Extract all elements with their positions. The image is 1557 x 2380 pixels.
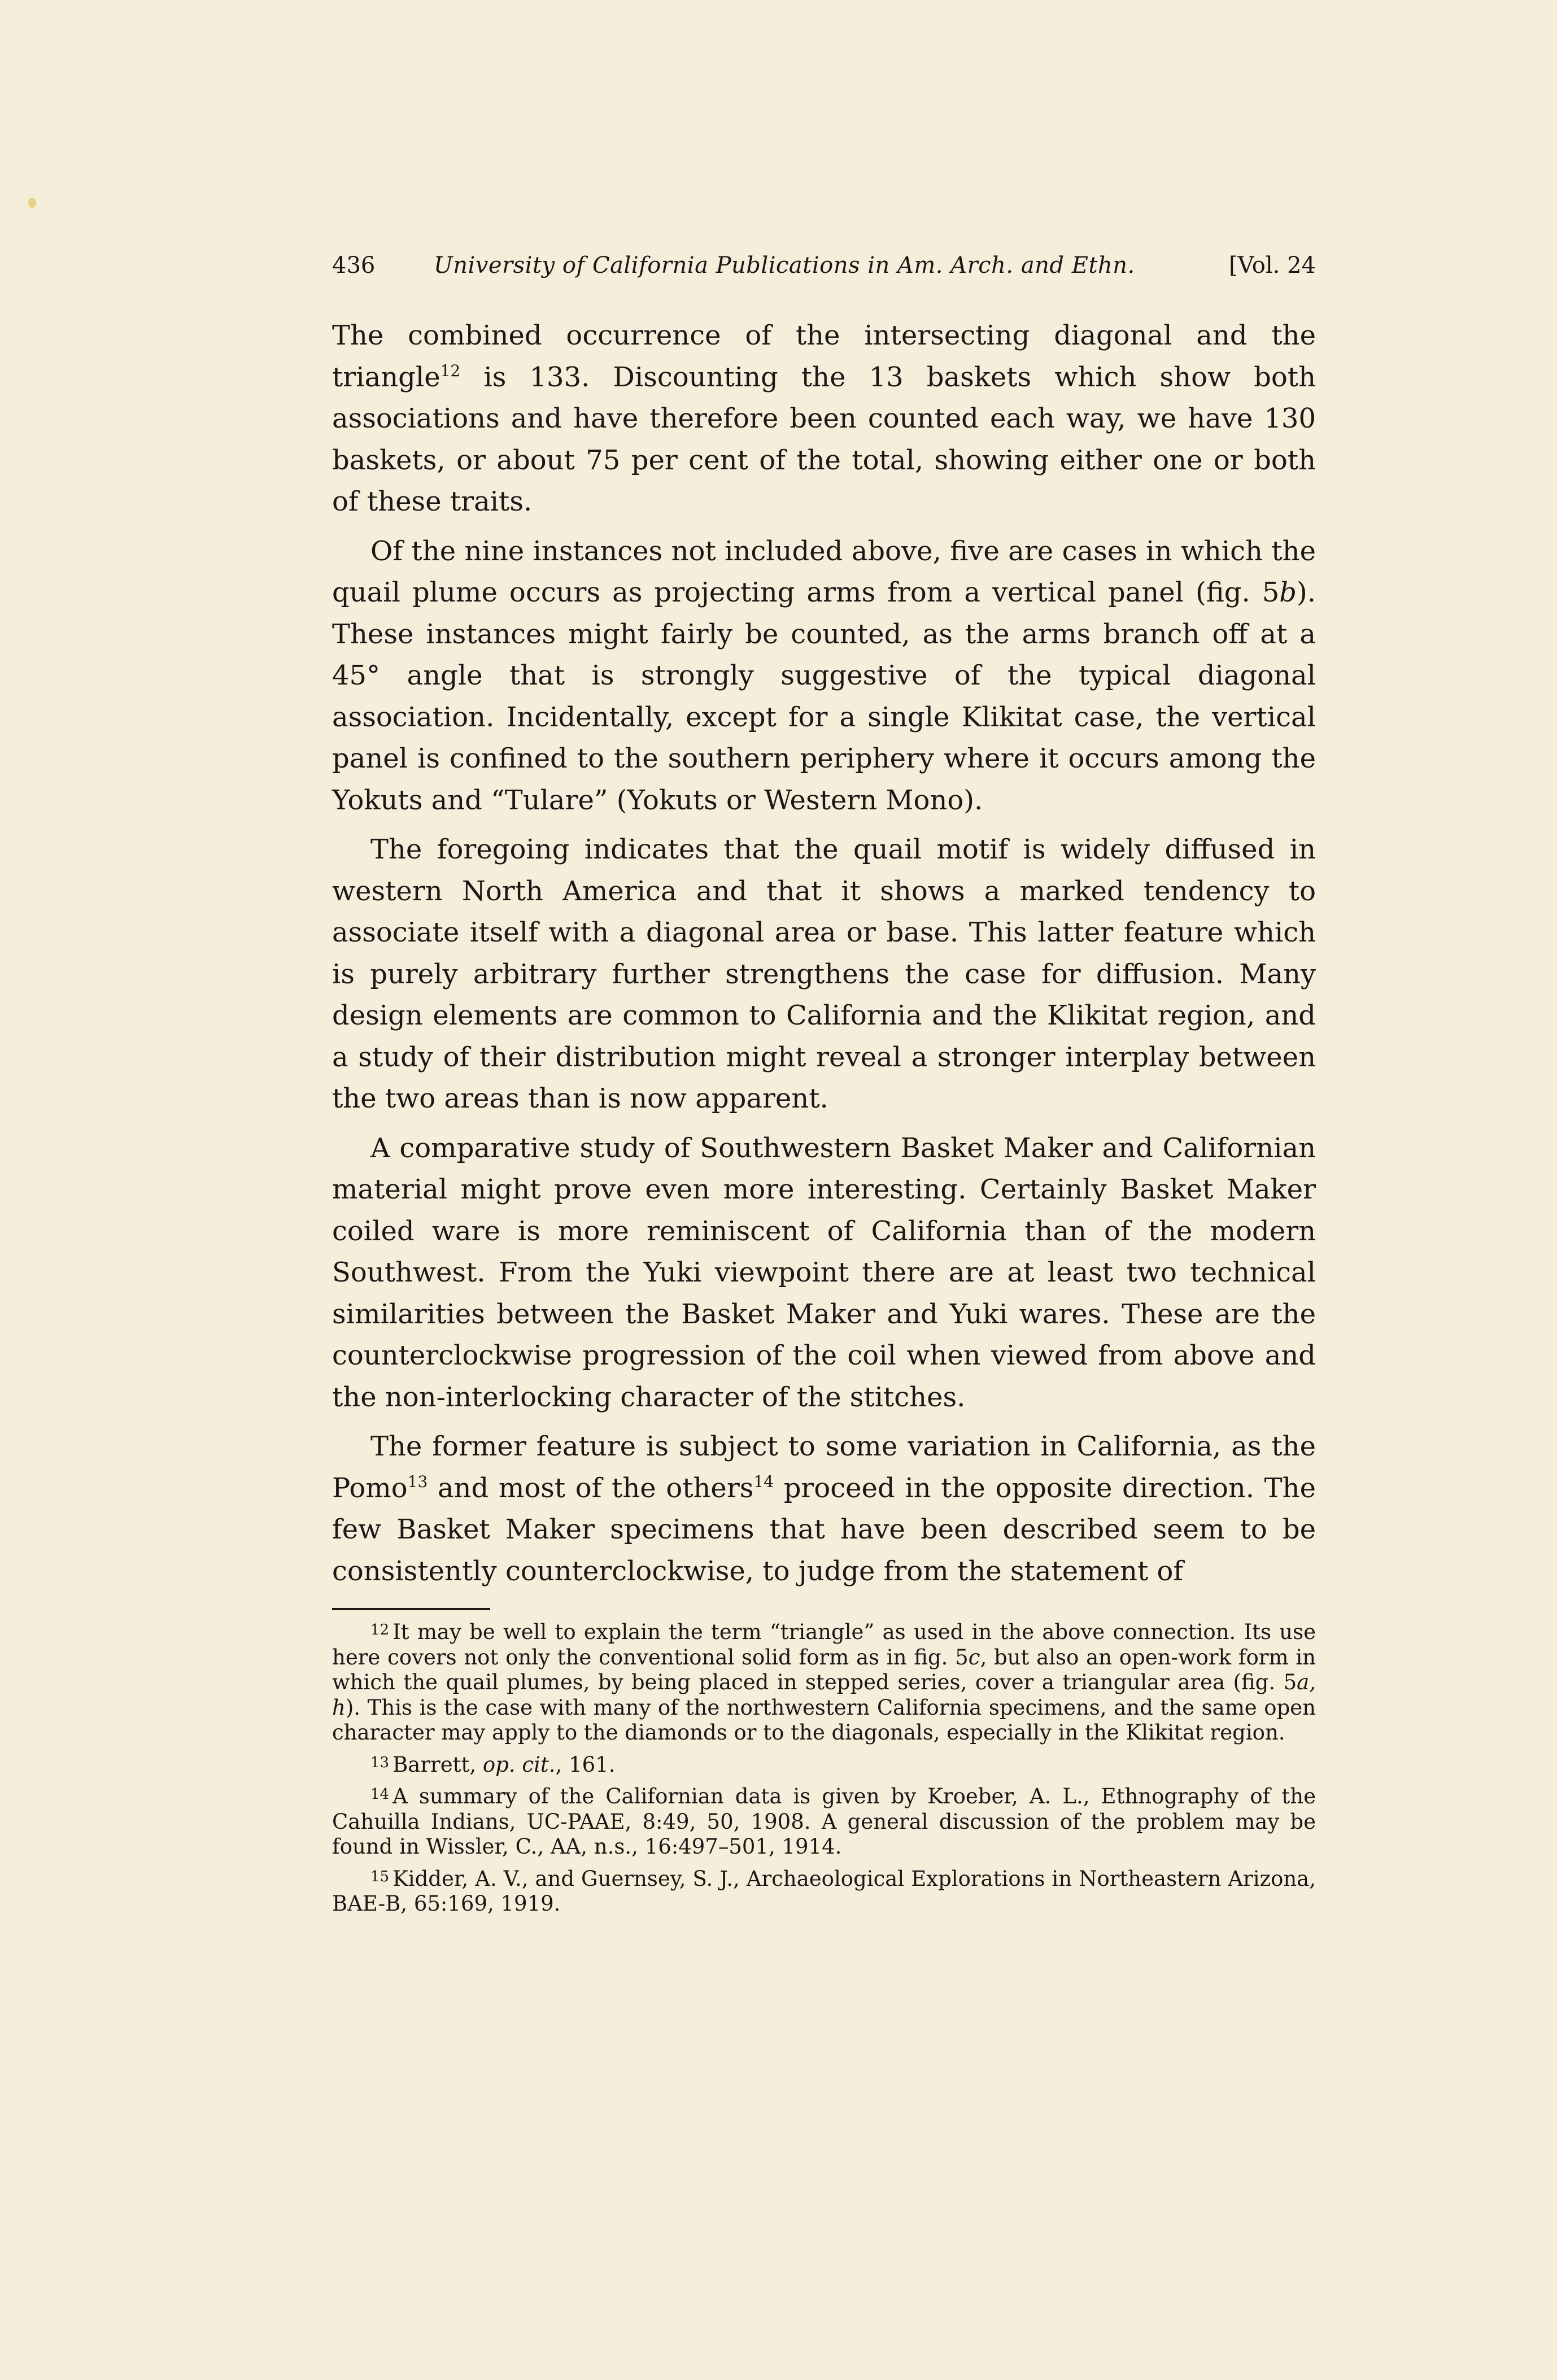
paragraph-5 (332, 1426, 1316, 1592)
running-head (332, 249, 1316, 282)
footnote-mark: 12 (370, 1621, 390, 1638)
footnote-mark: 15 (370, 1868, 390, 1885)
footnote-text: A summary of the Californian data is given by Kroeber, A. L., Ethnography of the Cahuilla Indians, UC-PAAE, 8:49, 50, 1908. A general discussion of the problem may be found in Wissler, C., AA, n.s., 16:497–501, 1914. (332, 1784, 1316, 1859)
paper-speck (28, 198, 36, 208)
footnote-mark: 13 (370, 1754, 390, 1771)
paragraph-1 (332, 315, 1316, 523)
figure-ref: c (968, 1645, 980, 1670)
footnote-13 (332, 1753, 1316, 1778)
footnote-ref-14: 14 (753, 1472, 774, 1491)
footnote-text: It may be well to explain the term “triangle” as used in the above connection. Its use here covers not only the conventional solid form as in fig. 5 (332, 1620, 1316, 1670)
paragraph-5-text-b: and most of the others (428, 1472, 754, 1504)
footnote-text: Barrett, (392, 1752, 483, 1777)
paragraph-1-text-b: is 133. Discounting the 13 baskets which show both associations and have therefore been counted each way, we have 130 baskets, or about 75 per cent of the total, showing either one or both of these traits. (332, 361, 1316, 517)
footnote-ref-12: 12 (440, 361, 461, 380)
footnote-12 (332, 1620, 1316, 1746)
paragraph-1-text-a: The combined occurrence of the intersecting diagonal and the triangle (332, 320, 1316, 393)
footnote-rule (332, 1608, 490, 1610)
paragraph-4: A comparative study of Southwestern Basket Maker and Californian material might prove even more interesting. Certainly Basket Maker coiled ware is more reminiscent of California than of the modern Southwest. From the Yuki viewpoint there are at least two technical similarities between the Basket Maker and Yuki wares. These are the counterclockwise progression of the coil when viewed from above and the non-interlocking character of the stitches. (332, 1132, 1316, 1413)
page-number: 436 (332, 252, 376, 278)
footnote-text: , but also an open-work form in which the quail plumes, by being placed in stepped series, cover a triangular area (fig. 5 (332, 1645, 1316, 1694)
footnote-text: Kidder, A. V., and Guernsey, S. J., Archaeological Explorations in Northeastern Arizona, BAE-B, 65:169, 1919. (332, 1866, 1316, 1916)
footnote-text: , 161. (555, 1752, 616, 1777)
footnote-italic: op. cit. (482, 1752, 556, 1777)
paragraph-5-text-a: The former feature is subject to some variation in California, as the Pomo (332, 1431, 1316, 1504)
footnote-mark: 14 (370, 1786, 390, 1803)
footnote-ref-13: 13 (407, 1472, 428, 1491)
paragraph-5-text-c: proceed in the opposite direction. The few Basket Maker specimens that have been described seem to be consistently counterclockwise, to judge from the statement of (332, 1472, 1316, 1587)
body-text (332, 315, 1316, 1600)
figure-ref: b (1279, 577, 1297, 608)
figure-ref: a, h (332, 1670, 1316, 1720)
paragraph-2-text-a: Of the nine instances not included above, five are cases in which the quail plume occurs as projecting arms from a vertical panel (fig. 5 (332, 535, 1316, 608)
footnotes (332, 1620, 1316, 1924)
publication-title: University of California Publications in Am. Arch. and Ethn. (434, 252, 1135, 278)
paragraph-2 (332, 531, 1316, 822)
footnote-15 (332, 1867, 1316, 1917)
paragraph-3: The foregoing indicates that the quail motif is widely diffused in western North America and that it shows a marked tendency to associate itself with a diagonal area or base. This latter feature which is purely arbitrary further strengthens the case for diffusion. Many design elements are common to California and the Klikitat region, and a study of their distribution might reveal a stronger interplay between the two areas than is now apparent. (332, 834, 1316, 1114)
footnote-text: ). This is the case with many of the northwestern California specimens, and the same open character may apply to the diamonds or to the diagonals, especially in the Klikitat region. (332, 1695, 1316, 1745)
paragraph-2-text-b: ). These instances might fairly be counted, as the arms branch off at a 45° angle that is strongly suggestive of the typical diagonal association. Incidentally, except for a single Klikitat case, the vertical panel is confined to the southern periphery where it occurs among the Yokuts and “Tulare” (Yokuts or Western Mono). (332, 577, 1316, 816)
footnote-14 (332, 1784, 1316, 1860)
volume-label: [Vol. 24 (1228, 252, 1316, 278)
